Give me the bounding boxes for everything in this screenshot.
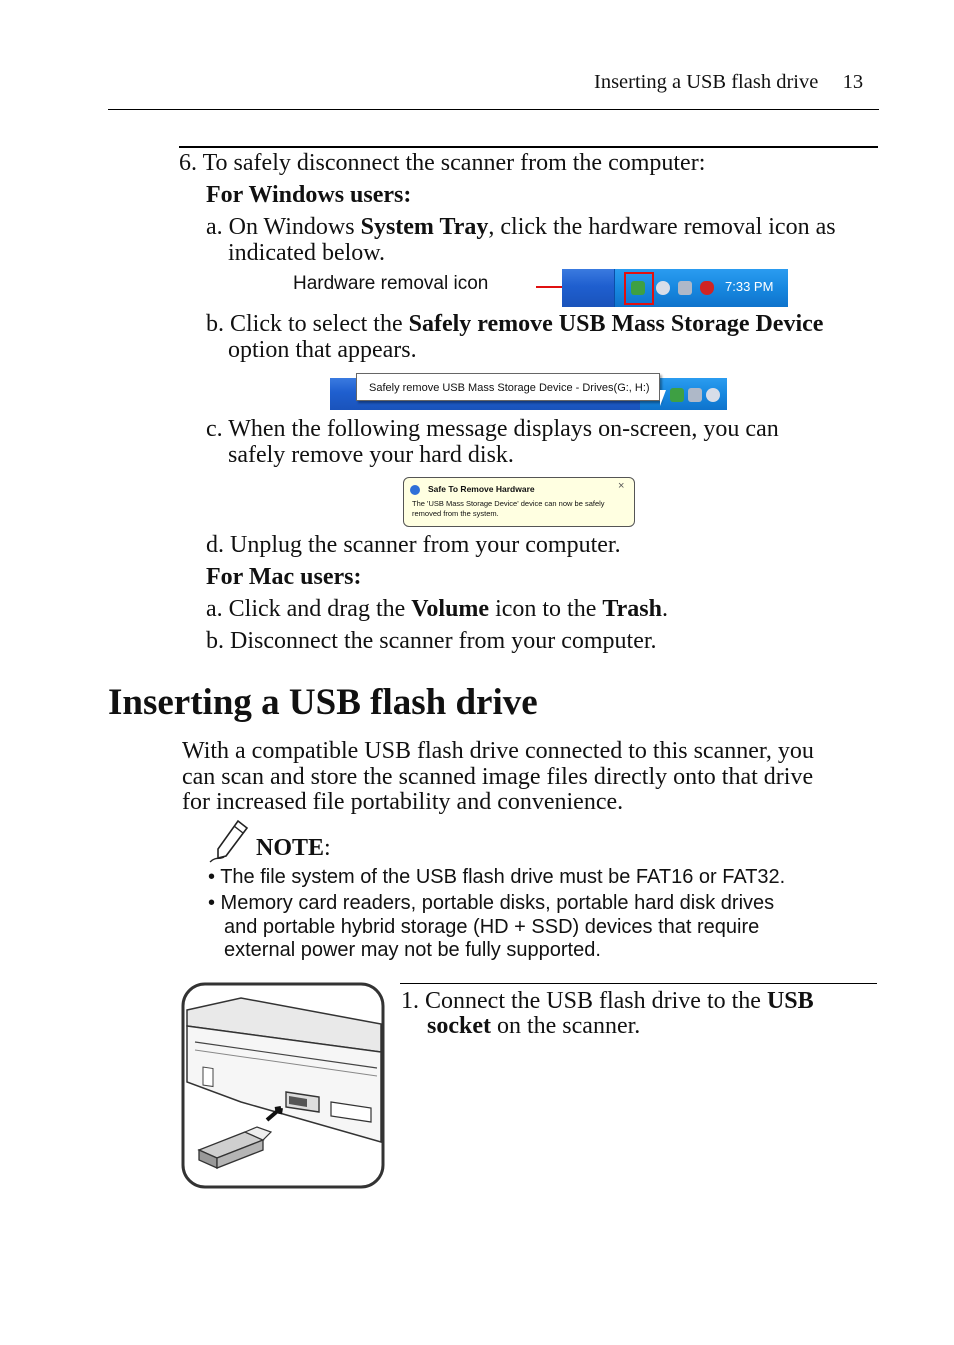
safely-remove-screenshot xyxy=(330,378,727,410)
network-icon-2 xyxy=(688,388,702,402)
step-c-line1: c. When the following message displays on-screen, you can xyxy=(206,416,779,442)
section-para-line1: With a compatible USB flash drive connected to this scanner, you xyxy=(182,738,814,764)
note-item-2: • Memory card readers, portable disks, portable hard disk drives xyxy=(208,892,775,914)
header-rule xyxy=(108,109,879,110)
step-a-text: a. On Windows xyxy=(206,214,361,240)
safely-remove-menu-item[interactable]: Safely remove USB Mass Storage Device - Drives(G:, H:) xyxy=(356,373,660,401)
section-title: Inserting a USB flash drive xyxy=(108,682,538,723)
note-label: NOTE xyxy=(256,835,325,861)
security-shield-icon xyxy=(700,281,714,295)
note-item-1: • The file system of the USB flash drive must be FAT16 or FAT32. xyxy=(208,866,786,888)
tray-clock: 7:33 PM xyxy=(725,279,774,294)
mac-a-text-end: . xyxy=(661,596,668,622)
trash-term: Trash xyxy=(602,596,662,622)
step1-line1 xyxy=(401,988,814,1014)
mouse-cursor-icon xyxy=(660,390,666,406)
note-item-2-cont2: external power may not be fully supported. xyxy=(224,939,601,961)
step-b-line1 xyxy=(206,311,823,337)
volume-term: Volume xyxy=(411,596,490,622)
pencil-note-icon xyxy=(208,818,250,864)
mac-heading: For Mac users: xyxy=(206,564,362,590)
section-para-line3: for increased file portability and convenience. xyxy=(182,789,624,815)
hardware-removal-icon-2 xyxy=(670,388,684,402)
volume-icon xyxy=(656,281,670,295)
system-tray-term: System Tray xyxy=(360,214,489,240)
network-icon xyxy=(678,281,692,295)
step1-text: 1. Connect the USB flash drive to the xyxy=(401,988,767,1014)
note-heading xyxy=(256,835,331,861)
mac-a-text: a. Click and drag the xyxy=(206,596,412,622)
page-number: 13 xyxy=(842,71,864,93)
scanner-usb-illustration xyxy=(181,982,385,1190)
note-item-2-cont: and portable hybrid storage (HD + SSD) devices that require xyxy=(224,916,760,938)
step-b-text: b. Click to select the xyxy=(206,311,409,337)
callout-label: Hardware removal icon xyxy=(293,273,489,294)
socket-term: socket xyxy=(427,1013,491,1039)
volume-icon-2 xyxy=(706,388,720,402)
system-tray-screenshot xyxy=(562,269,787,307)
step1-text-end: on the scanner. xyxy=(490,1013,641,1039)
step1-rule xyxy=(400,983,877,984)
balloon-line2: removed from the system. xyxy=(412,509,499,518)
note-colon: : xyxy=(324,835,331,861)
usb-term: USB xyxy=(766,988,814,1014)
step-b-line2: option that appears. xyxy=(228,337,417,363)
step-a-line2: indicated below. xyxy=(228,240,386,266)
step6-intro: 6. To safely disconnect the scanner from the computer: xyxy=(179,150,706,176)
balloon-line1: The 'USB Mass Storage Device' device can now be safely xyxy=(412,499,605,508)
step-rule xyxy=(179,146,878,148)
info-icon xyxy=(410,485,420,495)
step-d: d. Unplug the scanner from your computer. xyxy=(206,532,621,558)
windows-heading: For Windows users: xyxy=(206,182,412,208)
step-c-line2: safely remove your hard disk. xyxy=(228,442,514,468)
running-header xyxy=(594,70,863,94)
mac-step-b: b. Disconnect the scanner from your computer. xyxy=(206,628,657,654)
mac-a-text-mid: icon to the xyxy=(489,596,603,622)
step-a-text-end: , click the hardware removal icon as xyxy=(488,214,836,240)
hardware-removal-icon[interactable] xyxy=(631,281,645,295)
close-icon[interactable]: × xyxy=(618,480,625,492)
safe-to-remove-balloon xyxy=(403,477,635,527)
step1-line2 xyxy=(427,1013,640,1039)
safely-remove-term: Safely remove USB Mass Storage Device xyxy=(408,311,824,337)
balloon-title: Safe To Remove Hardware xyxy=(428,484,535,494)
header-title: Inserting a USB flash drive xyxy=(594,71,819,93)
section-para-line2: can scan and store the scanned image files directly onto that drive xyxy=(182,764,814,790)
mac-step-a xyxy=(206,596,668,622)
step-a-line1 xyxy=(206,214,836,240)
